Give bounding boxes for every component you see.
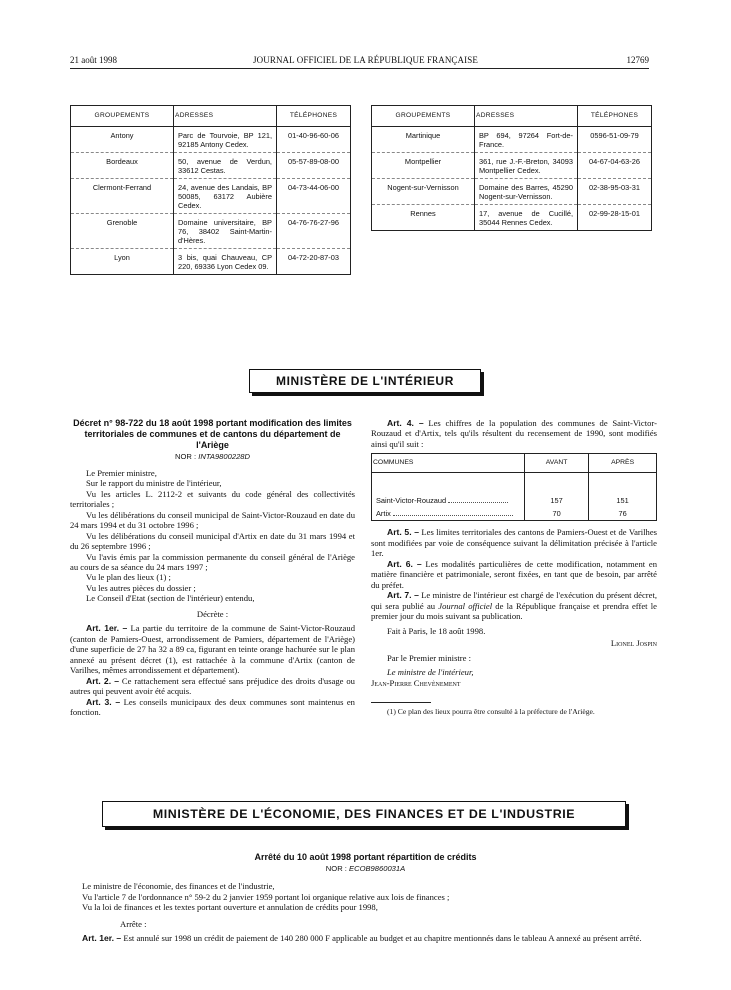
article-6 — [371, 559, 657, 590]
directory-row — [372, 205, 652, 231]
population-table — [371, 453, 657, 521]
preamble-line: Le Premier ministre, — [86, 467, 157, 478]
preamble-line: Vu les articles L. 2112-2 et suivants du code général des collectivités territoriales ; — [70, 488, 355, 510]
header-rule — [70, 68, 649, 69]
article-3-text: Les conseils municipaux des deux communes sont maintenus en fonction. — [70, 696, 355, 718]
decree-title: Décret n° 98-722 du 18 août 1998 portant modification des limites territoriales de communes et de cantons du département de l'Ariège — [73, 418, 352, 450]
directory-row — [71, 214, 351, 249]
article-4-label: Art. 4. – — [387, 418, 424, 428]
article-5 — [371, 527, 657, 558]
article-7-text-b: de la République française et prendra effet le premier jour du mois suivant sa publication. — [371, 600, 657, 622]
preamble-line: Sur le rapport du ministre de l'intérieur, — [86, 478, 222, 489]
nor-label: NOR : — [325, 863, 347, 873]
signatory: Lionel Jospin — [610, 638, 657, 649]
decree-left-column — [70, 418, 355, 718]
journal-title: JOURNAL OFFICIEL DE LA RÉPUBLIQUE FRANÇAISE — [253, 55, 478, 65]
commune-name: Artix — [376, 509, 391, 519]
directory-table-right — [371, 105, 652, 231]
group-cell: Antony — [110, 131, 134, 140]
article-6-label: Art. 6. – — [387, 558, 422, 569]
preamble-line: Vu la loi de finances et les textes portant ouverture et annulation de crédits pour 1998, — [82, 902, 378, 913]
address-cell: Parc de Tourvoie, BP 121, 92185 Antony Cedex. — [174, 127, 277, 153]
col-header-groups: GROUPEMENTS — [71, 106, 174, 127]
nor-code: INTA9800228D — [198, 452, 250, 462]
header-date: 21 août 1998 — [70, 55, 117, 65]
ministry-economy-banner: MINISTÈRE DE L'ÉCONOMIE, DES FINANCES ET DE L'INDUSTRIE — [102, 801, 626, 827]
phone-cell: 04-72-20-87-03 — [277, 249, 351, 275]
phone-cell: 04-73-44-06-00 — [277, 179, 351, 214]
done-at: Fait à Paris, le 18 août 1998. — [387, 625, 486, 636]
arrete-title: Arrêté du 10 août 1998 portant répartition de crédits — [254, 852, 477, 862]
minister-title: Le ministre de l'intérieur, — [387, 667, 474, 678]
address-cell: 361, rue J.-F.-Breton, 34093 Montpellier Cedex. — [475, 153, 578, 179]
arrete-article-1-label: Art. 1er. – — [82, 932, 122, 943]
directory-row — [71, 153, 351, 179]
footnote: (1) Ce plan des lieux pourra être consulté à la préfecture de l'Ariège. — [387, 707, 595, 717]
directory-table-left — [70, 105, 351, 275]
group-cell: Bordeaux — [71, 153, 174, 179]
phone-cell: 04-76-76-27-96 — [277, 214, 351, 249]
article-2-text: Ce rattachement sera effectué sans préjudice des droits d'usage ou autres qui peuvent avoir été acquis. — [70, 675, 355, 697]
nor-code: ECOB9860031A — [349, 863, 406, 873]
article-5-label: Art. 5. – — [387, 527, 419, 538]
directory-row — [372, 127, 652, 153]
directory-row — [71, 127, 351, 153]
address-cell: 17, avenue de Cucillé, 35044 Rennes Cedex. — [475, 205, 578, 231]
group-cell: Martinique — [405, 131, 441, 140]
population-header-row — [372, 454, 657, 473]
after-cell: 76 — [589, 507, 657, 521]
phone-cell: 05-57-89-08-00 — [277, 153, 351, 179]
before-cell: 70 — [525, 507, 589, 521]
commune-cell — [372, 507, 525, 521]
phone-cell: 01-40-96-60-06 — [288, 131, 339, 140]
article-7-label: Art. 7. – — [387, 590, 419, 601]
population-row — [372, 507, 657, 521]
address-cell: 50, avenue de Verdun, 33612 Cestas. — [174, 153, 277, 179]
page-number: 12769 — [626, 55, 649, 65]
nor-label: NOR : — [174, 452, 197, 462]
directory-header-row — [372, 106, 652, 127]
article-4 — [371, 418, 657, 449]
address-cell: 24, avenue des Landais, BP 50085, 63172 Aubière Cedex. — [174, 179, 277, 214]
address-cell: Domaine universitaire, BP 76, 38402 Saint-Martin-d'Hères. — [174, 214, 277, 249]
phone-cell: 0596-51-09-79 — [590, 131, 639, 140]
article-5-text: Les limites territoriales des cantons de Pamiers-Ouest et de Varilhes sont modifiées par voie de conséquence suivant la délimitation précisée à l'article 1er. — [371, 527, 657, 559]
article-2-label: Art. 2. – — [86, 675, 120, 686]
decree-right-column — [371, 418, 657, 717]
journal-officiel: Journal officiel — [438, 600, 493, 611]
arrete-section — [82, 852, 649, 943]
preamble-line: Vu les délibérations du conseil municipal d'Artix en date du 31 mars 1994 et du 26 septembre 1996 ; — [70, 530, 355, 552]
address-cell: BP 694, 97264 Fort-de-France. — [475, 127, 578, 153]
by-prime-minister: Par le Premier ministre : — [387, 652, 472, 663]
article-1-text: La partie du territoire de la commune de Saint-Victor-Rouzaud (canton de Pamiers-Ouest, arrondissement de Pamiers, département de l'Ariège) d'une superficie de 27 ha 32 a 89 ca, figurant en teinte orange hachurée sur le plan annexé au présent décret (1), est rattachée à la commune d'Artix (canton de Varilhes, mêmes arrondissement et département). — [70, 623, 355, 676]
group-cell: Lyon — [71, 249, 174, 275]
arrete-article-1 — [82, 933, 649, 943]
commune-cell — [372, 473, 525, 508]
arrete-article-1-text: Est annulé sur 1998 un crédit de paiement de 140 280 000 F applicable au budget et au chapitre mentionnés dans le tableau A annexé au présent arrêté. — [123, 932, 642, 943]
col-header-addresses: ADRESSES — [174, 106, 277, 127]
ministry-interior-banner: MINISTÈRE DE L'INTÉRIEUR — [249, 369, 481, 393]
col-header-phones: TÉLÉPHONES — [578, 106, 652, 127]
leader-dots — [448, 502, 508, 503]
address-cell: Domaine des Barres, 45290 Nogent-sur-Vernisson. — [475, 179, 578, 205]
col-header-after: APRÈS — [589, 454, 657, 473]
preamble-line: Le Conseil d'Etat (section de l'intérieur) entendu, — [86, 593, 255, 604]
group-cell: Rennes — [372, 205, 475, 231]
col-header-addresses: ADRESSES — [475, 106, 578, 127]
article-7-text-a: Le ministre de l'intérieur est chargé de l'exécution du présent décret, qui sera publié au — [371, 590, 657, 611]
col-header-phones: TÉLÉPHONES — [277, 106, 351, 127]
preamble-line: Vu l'avis émis par la commission permanente du conseil général de l'Ariège au cours de sa séance du 24 mars 1997 ; — [70, 551, 355, 572]
preamble-line: Vu les autres pièces du dossier ; — [86, 582, 196, 593]
group-cell: Grenoble — [71, 214, 174, 249]
leader-dots — [393, 515, 513, 516]
arrete-nor — [82, 864, 649, 873]
col-header-before: AVANT — [525, 454, 589, 473]
article-3-label: Art. 3. – — [86, 696, 121, 707]
group-cell: Nogent-sur-Vernisson — [372, 179, 475, 205]
preamble-line: Vu les délibérations du conseil municipal de Saint-Victor-Rouzaud en date du 24 mars 1994 et du 31 octobre 1996 ; — [70, 509, 355, 531]
directory-row — [71, 249, 351, 275]
preamble-line: Vu le plan des lieux (1) ; — [86, 572, 171, 583]
preamble-line: Le ministre de l'économie, des finances et de l'industrie, — [82, 881, 275, 892]
phone-cell: 02-99-28-15-01 — [578, 205, 652, 231]
commune-name: Saint-Victor-Rouzaud — [376, 496, 447, 506]
directory-header-row — [71, 106, 351, 127]
population-row — [372, 473, 657, 508]
directory-row — [372, 153, 652, 179]
article-4-text: Les chiffres de la population des communes de Saint-Victor-Rouzaud et d'Artix, tels qu'ils résultent du recensement de 1990, sont modifiés ainsi qu'il suit : — [371, 418, 657, 449]
directory-row — [71, 179, 351, 214]
group-cell: Montpellier — [372, 153, 475, 179]
phone-cell: 04-67-04-63-26 — [578, 153, 652, 179]
col-header-communes: COMMUNES — [372, 454, 525, 473]
col-header-groups: GROUPEMENTS — [372, 106, 475, 127]
after-cell: 151 — [589, 473, 657, 508]
directory-row — [372, 179, 652, 205]
article-1-label: Art. 1er. – — [86, 623, 128, 634]
article-6-text: Les modalités particulières de cette modification, notamment en matière financière et patrimoniale, seront fixées, en tant que de besoin, par arrêté du préfet. — [371, 558, 657, 590]
article-1 — [70, 623, 355, 675]
article-7 — [371, 590, 657, 621]
preamble-line: Vu l'article 7 de l'ordonnance n° 59-2 du 2 janvier 1959 portant loi organique relative aux lois de finances ; — [82, 891, 450, 902]
phone-cell: 02-38-95-03-31 — [578, 179, 652, 205]
article-3 — [70, 697, 355, 718]
minister-name: Jean-Pierre Chevènement — [371, 677, 461, 688]
decrete: Décrète : — [196, 608, 229, 619]
address-cell: 3 bis, quai Chauveau, CP 220, 69336 Lyon Cedex 09. — [174, 249, 277, 275]
before-cell: 157 — [525, 473, 589, 508]
footnote-rule — [371, 702, 431, 703]
article-2 — [70, 676, 355, 697]
group-cell: Clermont-Ferrand — [71, 179, 174, 214]
decree-nor — [70, 452, 355, 461]
arrete-word: Arrête : — [120, 918, 147, 929]
